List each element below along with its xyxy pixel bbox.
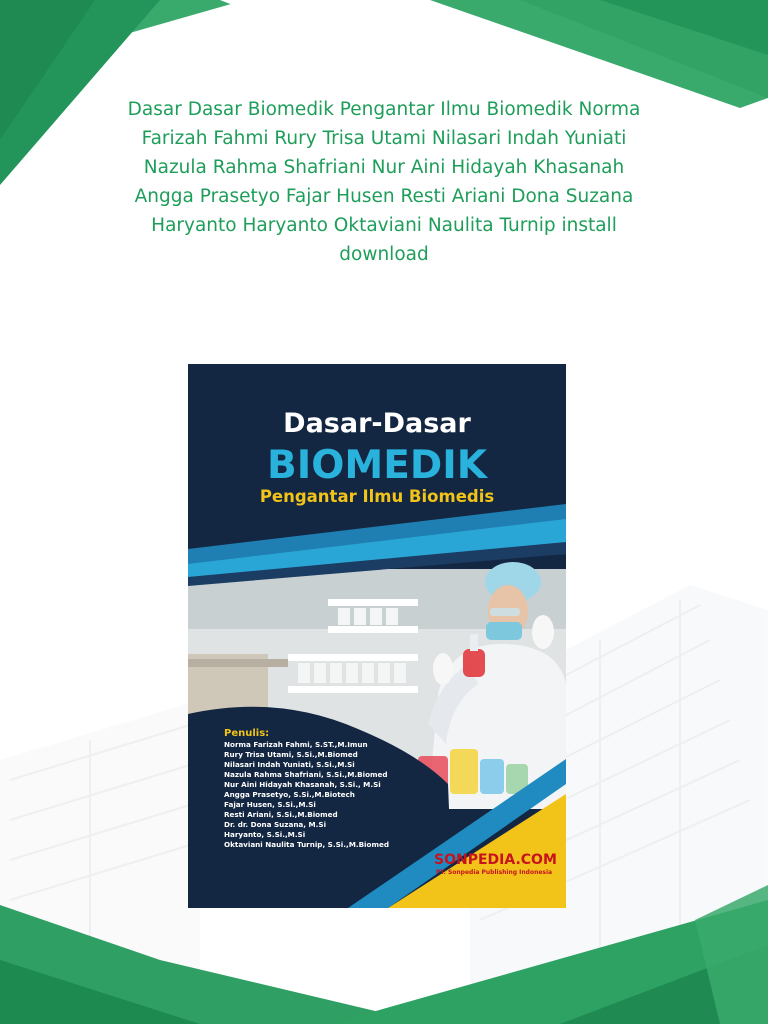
author-line: Angga Prasetyo, S.Si.,M.Biotech [224, 790, 355, 799]
author-line: Dr. dr. Dona Suzana, M.Si [224, 820, 327, 829]
author-line: Norma Farizah Fahmi, S.ST.,M.Imun [224, 740, 368, 749]
publisher-name: PT. Sonpedia Publishing Indonesia [436, 869, 553, 876]
author-line: Fajar Husen, S.Si.,M.Si [224, 800, 316, 809]
author-line: Nur Aini Hidayah Khasanah, S.Si., M.Si [224, 780, 381, 789]
publisher-logo: SONPEDIA.COM [434, 852, 557, 868]
author-line: Rury Trisa Utami, S.Si.,M.Biomed [224, 750, 358, 759]
author-line: Nazula Rahma Shafriani, S.Si.,M.Biomed [224, 770, 388, 779]
author-line: Oktaviani Naulita Turnip, S.Si.,M.Biomed [224, 840, 389, 849]
cover-title-line1: Dasar-Dasar [283, 408, 471, 439]
author-line: Nilasari Indah Yuniati, S.Si.,M.Si [224, 760, 355, 769]
authors-heading: Penulis: [224, 728, 270, 739]
cover-subtitle: Pengantar Ilmu Biomedis [259, 487, 495, 506]
author-line: Haryanto, S.Si.,M.Si [224, 830, 306, 839]
author-line: Resti Ariani, S.Si.,M.Biomed [224, 810, 338, 819]
book-cover[interactable] [188, 364, 566, 908]
cover-title-line2: BIOMEDIK [267, 443, 487, 488]
page-title: Dasar Dasar Biomedik Pengantar Ilmu Biomedik Norma Farizah Fahmi Rury Trisa Utami Nilasari Indah Yuniati Nazula Rahma Shafriani Nur Aini Hidayah Khasanah Angga Prasetyo Fajar Husen Resti Ariani Dona Suzana Haryanto Haryanto Oktaviani Naulita Turnip install download [127, 99, 641, 265]
